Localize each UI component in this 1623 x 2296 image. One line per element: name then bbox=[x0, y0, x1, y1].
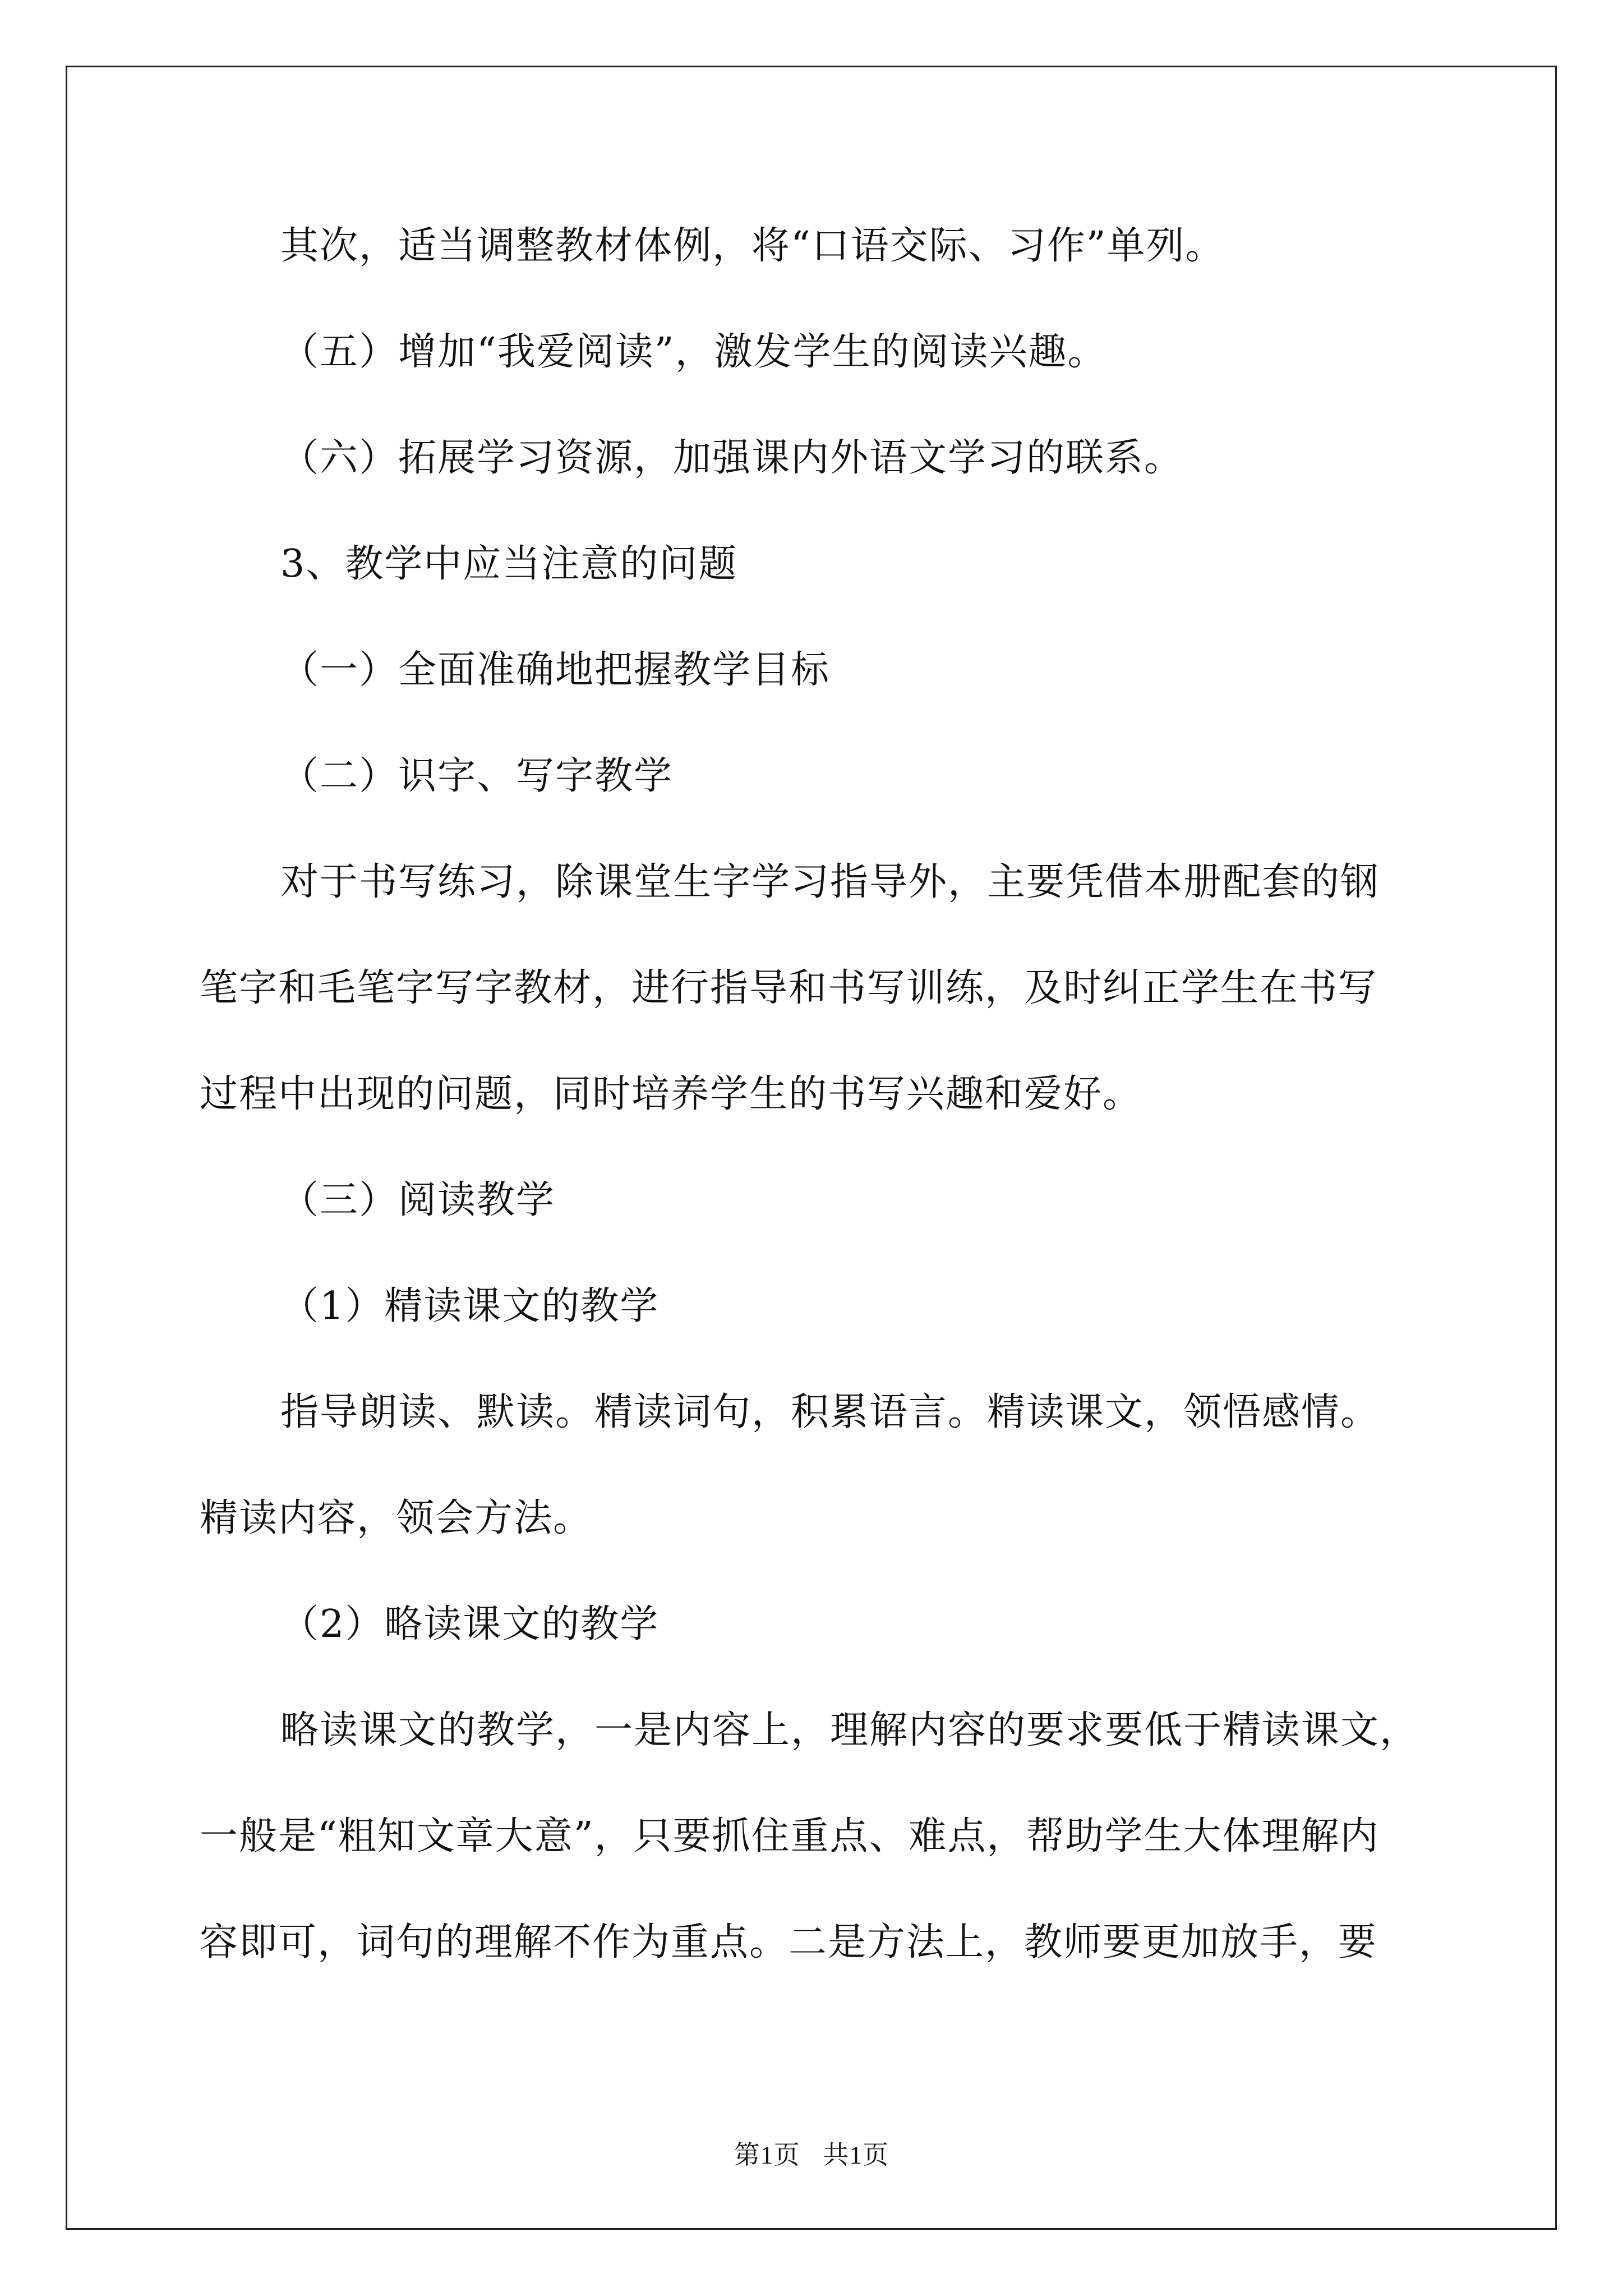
subsection-heading: （一）全面准确地把握教学目标 bbox=[280, 648, 831, 692]
text-line: 指导朗读、默读。精读词句，积累语言。精读课文，领悟感情。 bbox=[280, 1390, 1380, 1434]
page-number-current: 第1页 bbox=[734, 2141, 800, 2169]
page-number-total: 共1页 bbox=[823, 2141, 889, 2169]
text-line: 笔字和毛笔字写字教材，进行指导和书写训练，及时纠正学生在书写 bbox=[200, 966, 1378, 1010]
page-footer bbox=[0, 2134, 1623, 2171]
text-line: 容即可，词句的理解不作为重点。二是方法上，教师要更加放手，要 bbox=[200, 1920, 1378, 1964]
text-line: 对于书写练习，除课堂生字学习指导外，主要凭借本册配套的钢 bbox=[280, 860, 1380, 904]
text-line: 略读课文的教学，一是内容上，理解内容的要求要低于精读课文， bbox=[280, 1708, 1419, 1752]
text-line: （五）增加“我爱阅读”，激发学生的阅读兴趣。 bbox=[280, 330, 1107, 374]
text-line: 一般是“粗知文章大意”，只要抓住重点、难点，帮助学生大体理解内 bbox=[200, 1814, 1380, 1858]
subsection-heading: （1）精读课文的教学 bbox=[280, 1284, 660, 1328]
subsection-heading: （2）略读课文的教学 bbox=[280, 1602, 660, 1646]
text-line: 其次，适当调整教材体例，将“口语交际、习作”单列。 bbox=[280, 224, 1225, 268]
document-body bbox=[200, 216, 1431, 2018]
section-heading: 3、教学中应当注意的问题 bbox=[280, 542, 738, 586]
text-line: 过程中出现的问题，同时培养学生的书写兴趣和爱好。 bbox=[200, 1072, 1142, 1116]
text-line: （六）拓展学习资源，加强课内外语文学习的联系。 bbox=[280, 436, 1184, 480]
subsection-heading: （二）识字、写字教学 bbox=[280, 754, 674, 798]
text-line: 精读内容，领会方法。 bbox=[200, 1496, 593, 1540]
subsection-heading: （三）阅读教学 bbox=[280, 1178, 556, 1222]
